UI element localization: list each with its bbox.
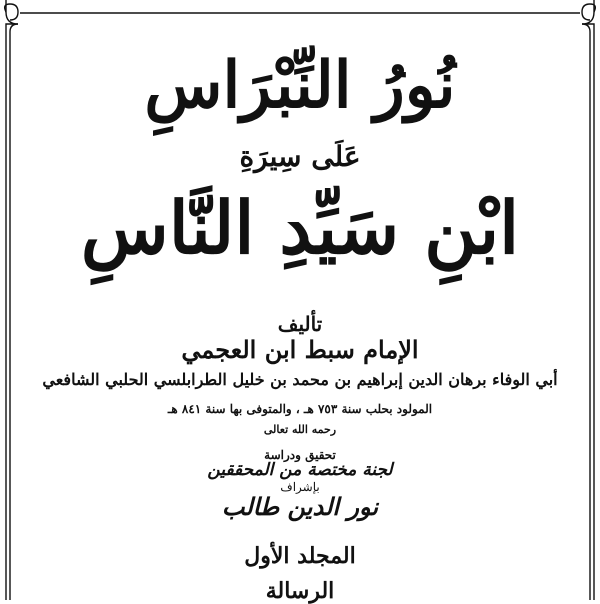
- publisher-mark: الرسالة: [265, 578, 335, 604]
- title-line-2: ابْنِ سَيِّدِ النَّاسِ: [80, 185, 520, 270]
- author-full-name: أبي الوفاء برهان الدين إبراهيم بن محمد بن خليل الطرابلسي الحلبي الشافعي: [42, 370, 558, 389]
- author-blessing: رحمه الله تعالى: [263, 423, 337, 436]
- author-label: تأليف: [277, 312, 323, 336]
- title-line-1: نُورُ النِّبْرَاسِ: [144, 48, 456, 123]
- supervision-label: بإشراف: [280, 480, 320, 494]
- author-dates: المولود بحلب سنة ٧٥٣ هـ ، والمتوفى بها سنة ٨٤١ هـ: [167, 402, 433, 416]
- committee-name: لجنة مختصة من المحققين: [207, 460, 393, 480]
- author-name: الإمام سبط ابن العجمي: [181, 335, 419, 364]
- supervisor-name: نور الدين طالب: [221, 492, 379, 521]
- volume-label: المجلد الأول: [244, 543, 356, 569]
- title-connector: عَلَى سِيرَةِ: [239, 140, 361, 173]
- tahqiq-label: تحقيق ودراسة: [264, 448, 336, 462]
